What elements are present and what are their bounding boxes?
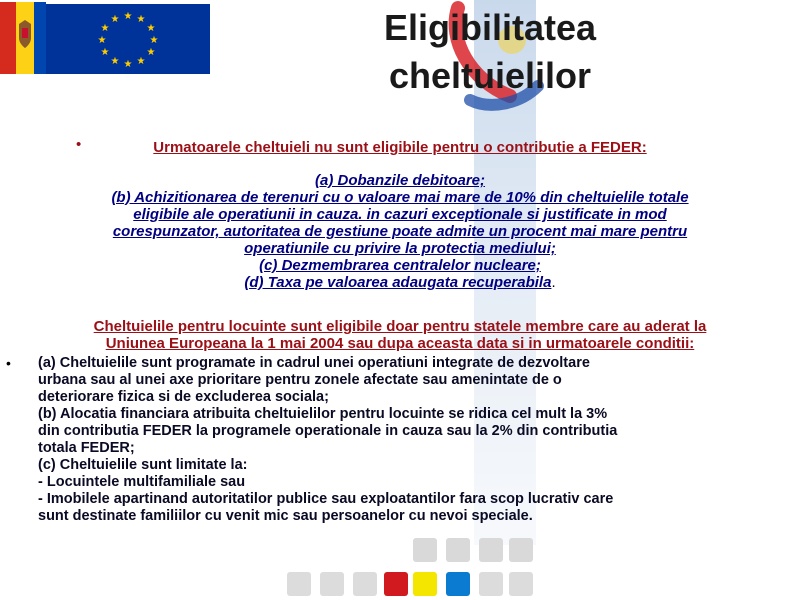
- deco-square: [353, 572, 377, 596]
- item-c: (c) Dezmembrarea centralelor nucleare;: [259, 257, 541, 274]
- svg-text:★: ★: [146, 47, 156, 58]
- deco-square-red: [384, 572, 408, 596]
- deco-square: [479, 572, 503, 596]
- svg-text:★: ★: [123, 11, 133, 22]
- moldova-flag-icon: [0, 2, 46, 74]
- deco-square: [479, 538, 503, 562]
- bullet-marker-1: •: [76, 136, 82, 153]
- cond-line-2: urbana sau al unei axe prioritare pentru zonele afectate sau amenintate de o: [38, 372, 562, 388]
- cond-line-1: (a) Cheltuielile sunt programate in cadrul unei operatiuni integrate de dezvoltare: [38, 355, 590, 371]
- item-b-line-4: operatiunile cu privire la protectia mediului;: [244, 240, 556, 257]
- item-d: (d) Taxa pe valoarea adaugata recuperabila.: [244, 274, 556, 291]
- deco-square: [509, 572, 533, 596]
- bullet-marker-2: •: [6, 355, 11, 371]
- deco-square: [446, 538, 470, 562]
- deco-square: [509, 538, 533, 562]
- housing-line-1: Cheltuielile pentru locuinte sunt eligibile doar pentru statele membre care au aderat la: [93, 318, 707, 335]
- deco-square: [320, 572, 344, 596]
- deco-square-blue: [446, 572, 470, 596]
- svg-text:★: ★: [136, 56, 146, 67]
- deco-square: [287, 572, 311, 596]
- svg-text:★: ★: [100, 23, 110, 34]
- svg-text:★: ★: [110, 14, 120, 25]
- cond-line-4: (b) Alocatia financiara atribuita cheltuielilor pentru locuinte se ridica cel mult la 3%: [38, 406, 608, 422]
- item-b-line-1: (b) Achizitionarea de terenuri cu o valoare mai mare de 10% din cheltuielile totale: [111, 189, 689, 206]
- svg-text:★: ★: [100, 47, 110, 58]
- svg-text:★: ★: [110, 56, 120, 67]
- cond-line-10: sunt destinate familiilor cu venit mic sau persoanelor cu nevoi speciale.: [38, 508, 533, 524]
- svg-text:★: ★: [136, 14, 146, 25]
- housing-conditions: [38, 355, 768, 525]
- eu-flag-icon: [46, 4, 210, 74]
- svg-text:★: ★: [123, 59, 133, 70]
- cond-line-8: - Locuintele multifamiliale sau: [38, 474, 246, 490]
- item-b-line-3: corespunzator, autoritatea de gestiune poate admite un procent mai mare pentru: [112, 223, 688, 240]
- ineligible-intro-text: Urmatoarele cheltuieli nu sunt eligibile pentru o contributie a FEDER:: [153, 139, 647, 156]
- cond-line-6: totala FEDER;: [38, 440, 135, 456]
- svg-text:★: ★: [97, 35, 107, 46]
- housing-heading: [20, 318, 780, 352]
- deco-square-yellow: [413, 572, 437, 596]
- ineligible-intro: [20, 139, 780, 156]
- ineligible-list: [20, 172, 780, 291]
- title-line-1: Eligibilitatea: [383, 7, 597, 48]
- slide-title: [330, 4, 650, 100]
- svg-text:★: ★: [146, 23, 156, 34]
- item-b-line-2: eligibile ale operatiunii in cauza. in cazuri exceptionale si justificate in mod: [133, 206, 667, 223]
- item-a: (a) Dobanzile debitoare;: [314, 172, 486, 189]
- svg-text:★: ★: [149, 35, 159, 46]
- deco-square: [413, 538, 437, 562]
- cond-line-9: - Imobilele apartinand autoritatilor publice sau exploatantilor fara scop lucrativ care: [38, 491, 614, 507]
- title-line-2: cheltuielilor: [388, 55, 592, 96]
- cond-line-5: din contributia FEDER la programele operationale in cauza sau la 2% din contributia: [38, 423, 618, 439]
- cond-line-3: deteriorare fizica si de excluderea sociala;: [38, 389, 329, 405]
- cond-line-7: (c) Cheltuielile sunt limitate la:: [38, 457, 248, 473]
- housing-line-2: Uniunea Europeana la 1 mai 2004 sau dupa aceasta data si in urmatoarele conditii:: [105, 335, 695, 352]
